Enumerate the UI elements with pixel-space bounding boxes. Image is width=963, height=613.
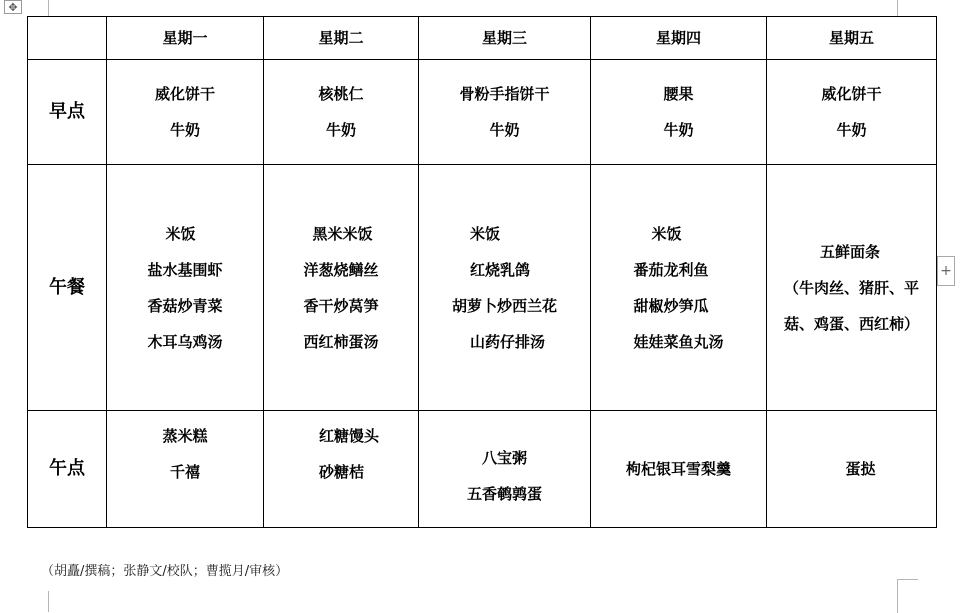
row-label[interactable]: 午点 [28, 411, 107, 528]
menu-item: 米饭 [469, 224, 500, 243]
day-header[interactable]: 星期五 [767, 17, 937, 60]
menu-item: 核桃仁 [318, 85, 364, 103]
menu-item: 牛奶 [663, 121, 694, 139]
menu-item: 香干炒莴笋 [303, 296, 379, 315]
menu-item: 牛奶 [325, 121, 356, 139]
menu-item: 牛奶 [489, 121, 520, 139]
page-margin-corner [897, 0, 898, 16]
menu-item: 红糖馒头 [318, 427, 379, 445]
menu-cell[interactable] [264, 60, 419, 165]
menu-item: 五鲜面条 [819, 242, 880, 261]
menu-cell[interactable] [264, 411, 419, 528]
table-header-row [28, 17, 937, 60]
menu-cell[interactable] [107, 165, 264, 411]
row-label[interactable]: 早点 [28, 60, 107, 165]
menu-item: 骨粉手指饼干 [459, 85, 550, 103]
menu-item: 娃娃菜鱼丸汤 [633, 332, 724, 351]
menu-item: 蒸米糕 [162, 427, 208, 445]
table-move-handle-icon[interactable]: ✥ [4, 0, 22, 14]
menu-item: 番茄龙利鱼 [633, 260, 709, 279]
menu-cell[interactable] [767, 411, 937, 528]
menu-cell[interactable] [767, 60, 937, 165]
menu-item: 枸杞银耳雪梨羹 [625, 460, 731, 478]
menu-item: 盐水基围虾 [147, 260, 223, 279]
menu-item: 威化饼干 [821, 85, 882, 103]
menu-item: 千禧 [169, 463, 200, 481]
weekly-menu-table [27, 16, 937, 528]
page-margin-corner [897, 579, 918, 613]
credits-footnote: （胡矗/撰稿；张静文/校队；曹揽月/审核） [41, 564, 289, 579]
corner-cell[interactable] [28, 17, 107, 60]
menu-item: （牛肉丝、猪肝、平 [783, 278, 919, 297]
menu-item: 红烧乳鸽 [469, 260, 530, 279]
table-row-lunch [28, 165, 937, 411]
menu-item: 西红柿蛋汤 [303, 332, 379, 351]
menu-item: 香菇炒青菜 [147, 296, 223, 315]
menu-cell[interactable] [264, 165, 419, 411]
day-header[interactable]: 星期二 [264, 17, 419, 60]
menu-item: 八宝粥 [481, 449, 527, 467]
day-header[interactable]: 星期四 [591, 17, 767, 60]
menu-cell[interactable] [107, 60, 264, 165]
menu-item: 米饭 [165, 224, 196, 243]
menu-item: 黑米米饭 [312, 224, 373, 243]
menu-item: 腰果 [663, 85, 694, 103]
menu-item: 木耳乌鸡汤 [147, 332, 223, 351]
day-header[interactable]: 星期一 [107, 17, 264, 60]
menu-item: 米饭 [651, 224, 682, 243]
menu-cell[interactable] [591, 411, 767, 528]
page-margin-corner [48, 0, 49, 16]
menu-item: 牛奶 [169, 121, 200, 139]
menu-item: 洋葱烧鳝丝 [303, 260, 379, 279]
row-label[interactable]: 午餐 [28, 165, 107, 411]
menu-cell[interactable] [591, 60, 767, 165]
page-margin-corner [48, 591, 49, 612]
menu-cell[interactable] [419, 411, 591, 528]
table-row-morning-snack [28, 60, 937, 165]
menu-item: 威化饼干 [154, 85, 215, 103]
menu-cell[interactable] [419, 60, 591, 165]
menu-item: 菇、鸡蛋、西红柿） [783, 314, 919, 333]
menu-item: 牛奶 [836, 121, 867, 139]
menu-item: 蛋挞 [845, 460, 876, 478]
table-row-afternoon-snack [28, 411, 937, 528]
menu-item: 砂糖桔 [318, 463, 364, 481]
menu-cell[interactable] [591, 165, 767, 411]
day-header[interactable]: 星期三 [419, 17, 591, 60]
menu-cell[interactable] [419, 165, 591, 411]
menu-cell[interactable] [767, 165, 937, 411]
add-column-plus-icon[interactable]: + [937, 256, 955, 286]
menu-cell[interactable] [107, 411, 264, 528]
menu-item: 山药仔排汤 [469, 332, 545, 351]
menu-item: 胡萝卜炒西兰花 [451, 296, 557, 315]
menu-item: 甜椒炒笋瓜 [633, 296, 709, 315]
menu-item: 五香鹌鹑蛋 [466, 485, 542, 503]
